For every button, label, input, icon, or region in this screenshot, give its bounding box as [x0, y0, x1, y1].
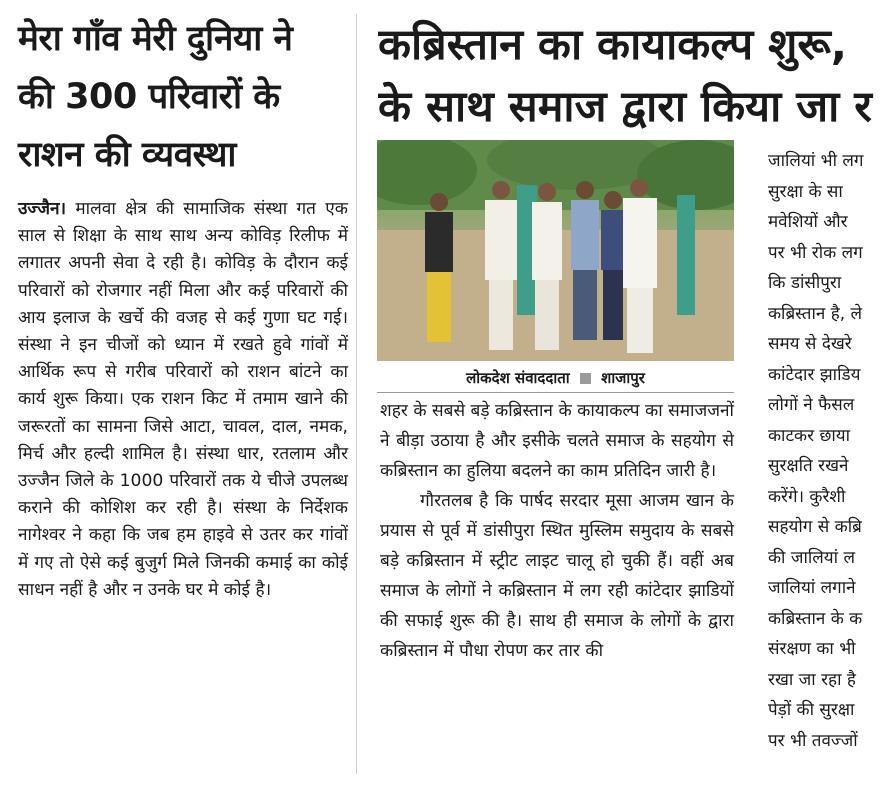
right-line: जालियां भी लग: [768, 151, 864, 171]
left-headline-line-2: की 300 परिवारों के: [18, 77, 280, 117]
left-dateline: उज्जैन।: [18, 199, 67, 219]
right-line: सुरक्षा के सा: [768, 181, 843, 202]
main-headline: [378, 14, 893, 138]
right-line: लोगों ने फैसल: [768, 395, 855, 415]
caption-square-icon: [580, 373, 591, 384]
right-line: संरक्षण का भी: [768, 639, 856, 659]
left-article: [18, 10, 348, 604]
right-line: कब्रिस्तान है, ले: [768, 303, 863, 324]
right-line: कब्रिस्तान के क: [768, 608, 863, 629]
left-headline: [18, 10, 348, 184]
main-headline-line-1: कब्रिस्तान का कायाकल्प शुरू,: [378, 20, 848, 70]
right-line: मवेशियों और: [768, 212, 848, 232]
right-line: की जालियां ल: [768, 547, 856, 568]
left-headline-line-3: राशन की व्यवस्था: [18, 135, 236, 175]
main-headline-line-2: के साथ समाज द्वारा किया जा र: [378, 82, 872, 132]
left-body-text: मालवा क्षेत्र की सामाजिक संस्था गत एक साल से शिक्षा के साथ साथ अन्य कोविड़ रिलीफ में लगातर अपनी सेवा दे रही है। कोविड़ के दौरान कई परिवारों को रोजगार नहीं मिला और कई परिवारों की आय इलाज के खर्चे की वजह से कई गुणा घट गई। संस्था ने इन चीजों को ध्यान में रखते हुवे गांवों में आर्थिक रूप से गरीब परिवारों को राशन बांटने का कार्य शुरू किया। एक राशन किट में तमाम खाने की जरूरतों का सामना जिसे आटा, चावल, दाल, नमक, मिर्च और हल्दी शामिल है। संस्था धार, रतलाम और उज्जैन जिले के 1000 परिवारों तक ये चीजे उपलब्ध कराने की कोशिश कर रही है। संस्था के निर्देशक नागेश्वर ने कहा कि जब हम हाइवे से उतर कर गांवों में गए तो ऐसे कई बुजुर्ग मिले जिनकी कमाई का कोई साधन नहीं है और न उनके घर मे कोई है।: [18, 199, 348, 600]
right-line: करेंगे। कुरैशी: [768, 486, 846, 507]
right-line: जालियां लगाने: [768, 578, 856, 598]
right-line: पेड़ों की सुरक्षा: [768, 700, 855, 720]
right-line: काटकर छाया: [768, 425, 851, 446]
right-line: रखा जा रहा है: [768, 669, 856, 690]
right-line: समय से देखरे: [768, 334, 852, 354]
right-line: सुरक्षति रखने: [768, 456, 849, 476]
left-headline-line-1: मेरा गाँव मेरी दुनिया ने: [18, 19, 293, 59]
right-line: कांटेदार झाडिय: [768, 364, 861, 385]
photo-scene-illustration: [377, 140, 734, 361]
column-divider: [356, 14, 357, 774]
caption-location: शाजापुर: [601, 369, 645, 387]
caption-reporter: लोकदेश संवाददाता: [466, 369, 570, 387]
news-photo: [377, 140, 734, 361]
left-article-body: [18, 196, 348, 604]
right-line: पर भी तवज्जों: [768, 730, 858, 751]
right-line: सहयोग से कब्रि: [768, 517, 862, 537]
photo-caption: [377, 364, 734, 393]
right-column-text: [768, 146, 893, 756]
right-line: पर भी रोक लग: [768, 242, 863, 263]
main-paragraph-1: शहर के सबसे बड़े कब्रिस्तान के कायाकल्प का समाजजनों ने बीड़ा उठाया है और इसीके चलते समाज के सहयोग से कब्रिस्तान का हुलिया बदलने का काम प्रतिदिन जारी है।: [380, 401, 734, 481]
right-line: कि डांसीपुरा: [768, 273, 842, 293]
main-paragraph-2: गौरतलब है कि पार्षद सरदार मूसा आजम खान के प्रयास से पूर्व में डांसीपुरा स्थित मुस्लिम समुदाय के सबसे बड़े कब्रिस्तान में स्ट्रीट लाइट चालू हो चुकी हैं। वहीं अब समाज के लोगों ने कब्रिस्तान में लग रही कांटेदार झाडियों की सफाई शुरू की है। साथ ही समाज के लोगों के द्वारा कब्रिस्तान में पौधा रोपण कर तार की: [380, 491, 734, 661]
main-article-body: [380, 396, 734, 666]
